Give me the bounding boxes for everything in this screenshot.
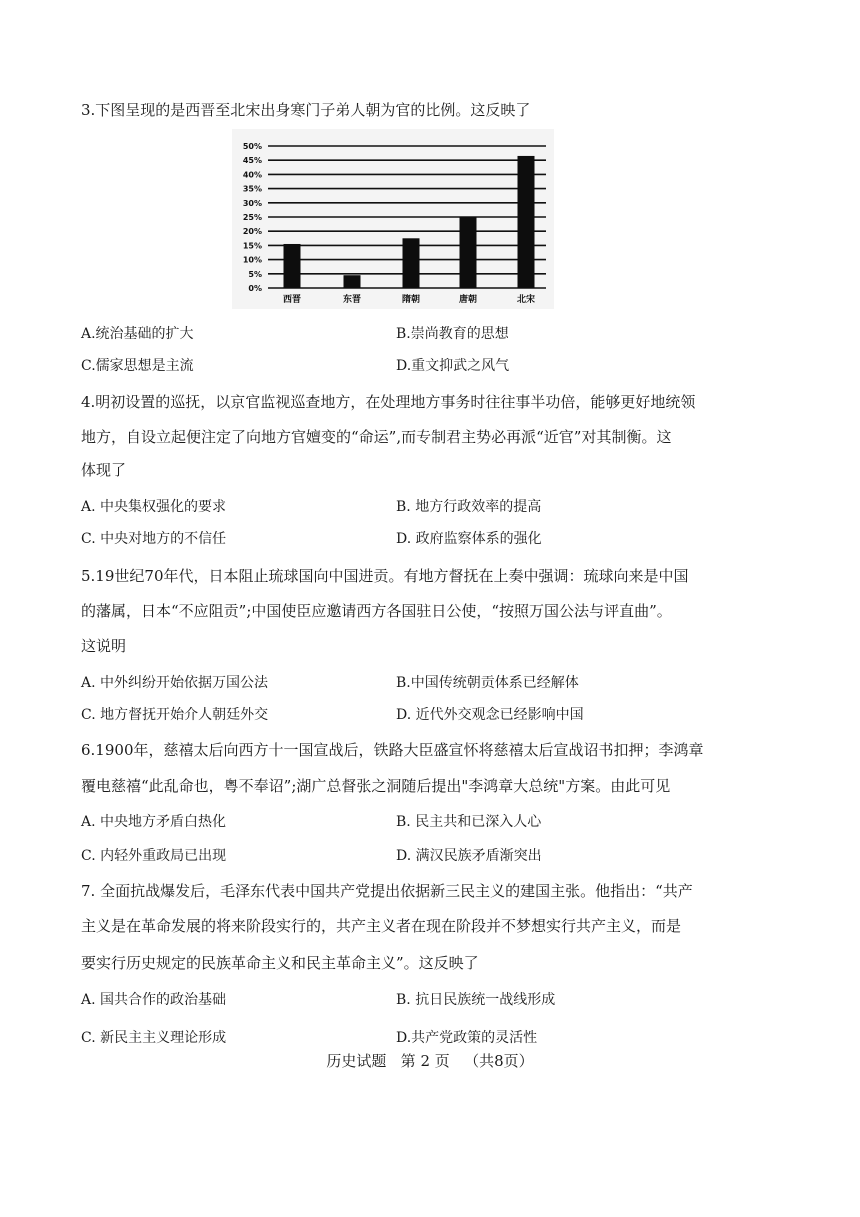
q6-stem-line-1: 6.1900年，慈禧太后向西方十一国宣战后，铁路大臣盛宣怀将慈禧太后宣战诏书扣押；李鸿章 [81, 741, 704, 759]
q6-option-d: D. 满汉民族矛盾渐突出 [396, 848, 542, 864]
chart-bar [344, 275, 361, 288]
q5-stem-line-2: 的藩属，日本“不应阻贡”;中国使臣应邀请西方各国驻日公使，“按照万国公法与评直曲”。 [81, 602, 672, 620]
chart-y-tick-label: 50% [242, 142, 262, 151]
q3-option-c: C.儒家思想是主流 [81, 358, 194, 374]
chart-x-tick-label: 隋朝 [401, 295, 421, 305]
chart-x-tick-label: 唐朝 [458, 295, 478, 305]
chart-y-tick-label: 5% [248, 269, 262, 279]
chart-y-tick-labels [243, 142, 262, 293]
q5-option-c: C. 地方督抚开始介人朝廷外交 [81, 707, 269, 723]
q5-option-a: A. 中外纠纷开始依据万国公法 [81, 675, 269, 691]
q7-option-c: C. 新民主主义理论形成 [81, 1030, 227, 1046]
q3-option-b: B.崇尚教育的思想 [396, 326, 509, 342]
q4-stem-line-1: 4.明初设置的巡抚，以京官监视巡查地方，在处理地方事务时往往事半功倍，能够更好地统领 [81, 393, 696, 411]
q7-stem-line-2: 主义是在革命发展的将来阶段实行的，共产主义者在现在阶段并不梦想实行共产主义，而是 [81, 917, 682, 935]
q3-option-d: D.重文抑武之风气 [396, 358, 510, 374]
chart-x-tick-label: 西晋 [282, 295, 302, 305]
q4-option-a: A. 中央集权强化的要求 [81, 499, 227, 515]
q5-option-d: D. 近代外交观念已经影响中国 [396, 707, 584, 723]
q7-option-b: B. 抗日民族统一战线形成 [396, 992, 556, 1008]
q4-option-d: D. 政府监察体系的强化 [396, 531, 542, 547]
page-footer: 历史试题 第 2 页 （共8页） [326, 1052, 534, 1070]
chart-y-tick-label: 30% [242, 198, 262, 208]
chart-y-tick-label: 10% [242, 255, 262, 265]
chart-x-tick-label: 北宋 [516, 295, 536, 305]
q7-option-a: A. 国共合作的政治基础 [81, 992, 227, 1008]
chart-y-tick-label: 25% [242, 213, 262, 222]
q4-option-c: C. 中央对地方的不信任 [81, 531, 227, 547]
chart-bar [284, 244, 301, 288]
chart-bar [403, 238, 420, 288]
bar-chart [232, 129, 554, 309]
chart-y-tick-label: 45% [242, 156, 262, 166]
q4-stem-line-3: 体现了 [81, 461, 127, 479]
q7-stem-line-1: 7. 全面抗战爆发后，毛泽东代表中国共产党提出依据新三民主义的建国主张。他指出：“共产 [81, 882, 693, 900]
q3-stem: 3.下图呈现的是西晋至北宋出身寒门子弟人朝为官的比例。这反映了 [81, 101, 531, 119]
q7-stem-line-3: 要实行历史规定的民族革命主义和民主革命主义”。这反映了 [81, 954, 479, 972]
chart-bars [284, 156, 535, 288]
q4-stem-line-2: 地方，自设立起便注定了向地方官嬗变的“命运”,而专制君主势必再派“近官”对其制衡。这 [81, 428, 672, 446]
chart-y-tick-label: 40% [242, 170, 262, 180]
q6-option-b: B. 民主共和已深入人心 [396, 814, 542, 830]
q3-option-a: A.统治基础的扩大 [81, 326, 194, 342]
chart-x-tick-label: 东晋 [342, 295, 362, 305]
q5-option-b: B.中国传统朝贡体系已经解体 [396, 675, 579, 691]
q4-option-b: B. 地方行政效率的提高 [396, 499, 542, 515]
chart-y-tick-label: 20% [242, 227, 262, 237]
chart-y-tick-label: 15% [242, 241, 262, 251]
q5-stem-line-1: 5.19世纪70年代，日本阻止琉球国向中国进贡。有地方督抚在上奏中强调：琉球向来是中国 [81, 567, 689, 585]
chart-bar [518, 156, 535, 288]
q6-option-a: A. 中央地方矛盾白热化 [81, 814, 227, 830]
q6-option-c: C. 内轻外重政局已出现 [81, 848, 227, 864]
chart-y-tick-label: 35% [242, 184, 262, 194]
chart-bar [460, 217, 477, 288]
q6-stem-line-2: 覆电慈禧“此乱命也，粤不奉诏”;湖广总督张之洞随后提出"李鸿章大总统"方案。由此可见 [81, 777, 671, 795]
chart-y-tick-label: 0% [248, 284, 262, 293]
q5-stem-line-3: 这说明 [81, 637, 127, 655]
q7-option-d: D.共产党政策的灵活性 [396, 1030, 538, 1046]
chart-x-tick-labels [283, 293, 535, 305]
